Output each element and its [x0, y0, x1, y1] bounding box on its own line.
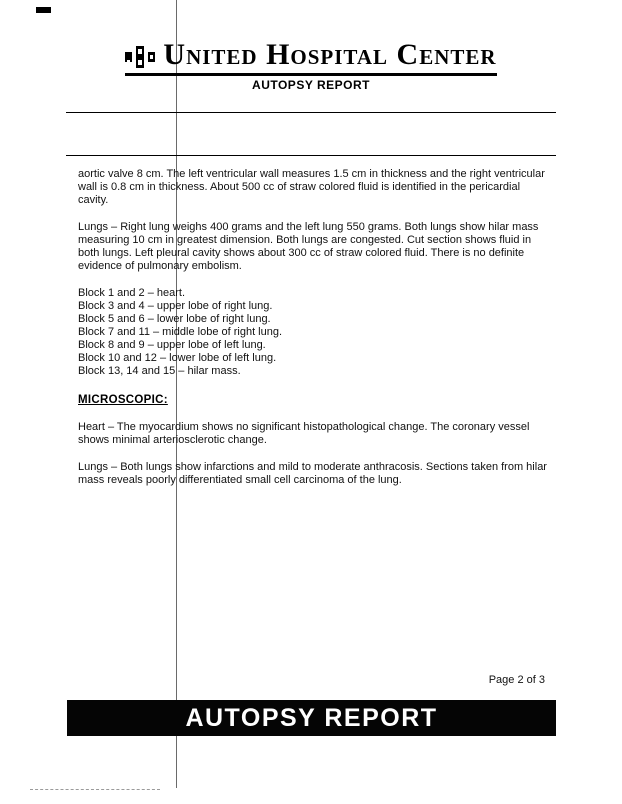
paragraph-microscopic-heart: Heart – The myocardium shows no significant histopathological change. The coronary vessel shows minimal arteriosclerotic change. [78, 421, 530, 446]
block-list-item: Block 5 and 6 – lower lobe of right lung. [78, 313, 271, 325]
block-list-item: Block 8 and 9 – upper lobe of left lung. [78, 339, 266, 351]
horizontal-rule-top [66, 112, 556, 113]
document-body [78, 168, 548, 501]
footer-banner-title: AUTOPSY REPORT [185, 703, 438, 732]
section-heading-microscopic: MICROSCOPIC: [78, 394, 168, 406]
page-number: Page 2 of 3 [488, 674, 545, 686]
horizontal-rule-second [66, 155, 556, 156]
block-list-item: Block 10 and 12 – lower lobe of left lung. [78, 352, 277, 364]
footer-banner [67, 700, 556, 736]
hospital-name: United Hospital Center [163, 38, 497, 71]
paragraph-heart-findings: aortic valve 8 cm. The left ventricular wall measures 1.5 cm in thickness and the right ventricular wall is 0.8 cm in thickness. About 500 cc of straw colored fluid is identified in the pericardial cavity. [78, 168, 545, 206]
block-list-item: Block 13, 14 and 15 – hilar mass. [78, 365, 241, 377]
scan-artifact-mark [36, 7, 51, 13]
block-list-item: Block 7 and 11 – middle lobe of right lung. [78, 326, 283, 338]
hospital-logo-icon [125, 46, 155, 68]
block-list-item: Block 3 and 4 – upper lobe of right lung. [78, 300, 273, 312]
paragraph-lung-findings: Lungs – Right lung weighs 400 grams and the left lung 550 grams. Both lungs show hilar mass measuring 10 cm in greatest dimension. Both lungs are congested. Cut section shows fluid in both lungs. Left pleural cavity shows about 300 cc of straw colored fluid. There is no definite evidence of pulmonary embolism. [78, 221, 539, 272]
header [0, 40, 622, 76]
block-list-item: Block 1 and 2 – heart. [78, 287, 186, 299]
block-sample-list [78, 287, 548, 378]
hospital-brand [125, 40, 496, 76]
report-title: AUTOPSY REPORT [252, 78, 370, 92]
scan-artifact-bottom-line [30, 789, 160, 790]
paragraph-microscopic-lungs: Lungs – Both lungs show infarctions and mild to moderate anthracosis. Sections taken from hilar mass reveals poorly differentiated small cell carcinoma of the lung. [78, 461, 547, 486]
